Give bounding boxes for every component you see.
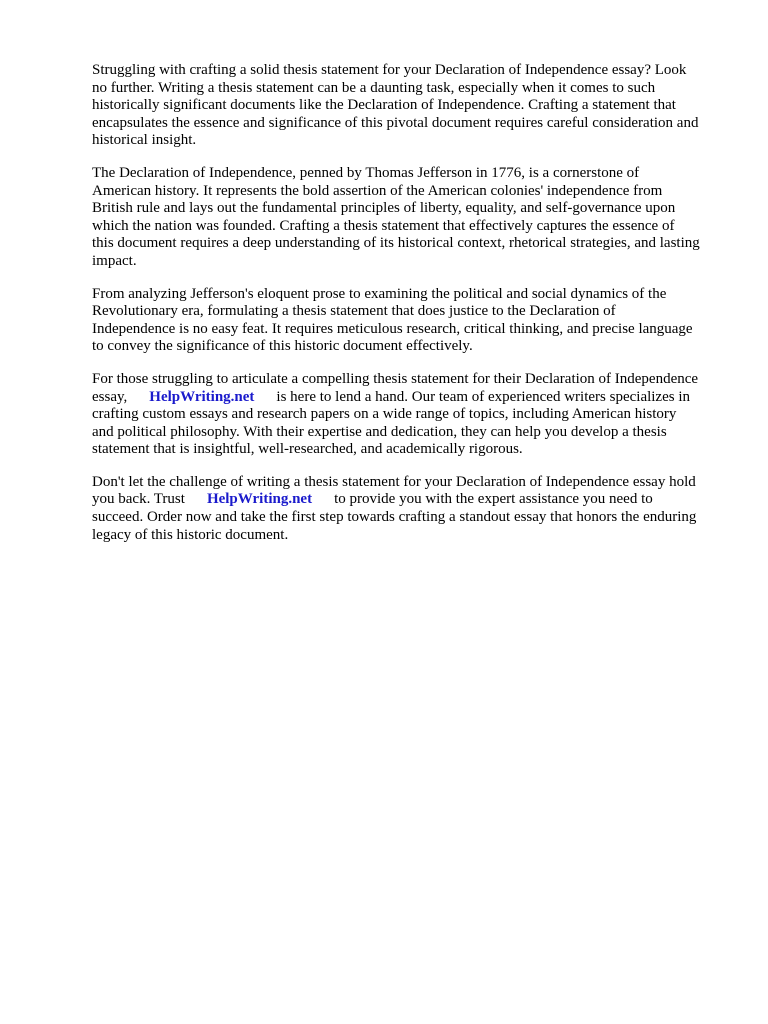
text-line: and political philosophy. With their expertise and dedication, they can help you develop a thesis (92, 423, 667, 440)
text-line: no further. Writing a thesis statement can be a daunting task, especially when it comes to such (92, 79, 656, 96)
paragraph-service (92, 371, 724, 459)
text-line: impact. (92, 252, 137, 269)
text-line: to convey the significance of this historic document effectively. (92, 338, 473, 355)
text-line: The Declaration of Independence, penned by Thomas Jefferson in 1776, is a cornerstone of (92, 164, 640, 181)
text-segment: essay, (92, 388, 128, 405)
text-line: Struggling with crafting a solid thesis statement for your Declaration of Independence essay? Look (92, 62, 687, 78)
helpwriting-link[interactable]: HelpWriting.net (149, 388, 255, 405)
text-line: British rule and lays out the fundamental principles of liberty, equality, and self-governance upon (92, 200, 676, 217)
text-line: Independence is no easy feat. It requires meticulous research, critical thinking, and precise language (92, 320, 693, 337)
text-line: Don't let the challenge of writing a thesis statement for your Declaration of Independence essay hold (92, 473, 696, 490)
paragraph-analysis (92, 286, 724, 356)
text-line: historically significant documents like the Declaration of Independence. Crafting a statement that (92, 97, 676, 114)
text-line: succeed. Order now and take the first step towards crafting a standout essay that honors the enduring (92, 509, 697, 526)
paragraph-cta (92, 474, 724, 544)
text-segment: to provide you with the expert assistance you need to (334, 491, 653, 508)
text-segment: is here to lend a hand. Our team of experienced writers specializes in (276, 388, 691, 405)
text-line: American history. It represents the bold assertion of the American colonies' independence from (92, 182, 663, 199)
text-line: From analyzing Jefferson's eloquent prose to examining the political and social dynamics of the (92, 285, 667, 302)
text-line: For those struggling to articulate a compelling thesis statement for their Declaration of Independence (92, 370, 699, 387)
paragraph-history (92, 165, 724, 271)
text-line: this document requires a deep understanding of its historical context, rhetorical strategies, and lasting (92, 235, 700, 252)
text-segment: you back. Trust (92, 491, 185, 508)
paragraph-intro (92, 62, 724, 150)
text-line-with-link (92, 389, 724, 407)
text-line: statement that is insightful, well-researched, and academically rigorous. (92, 441, 523, 458)
text-line: historical insight. (92, 132, 197, 149)
helpwriting-link[interactable]: HelpWriting.net (206, 491, 313, 508)
text-line-with-link (92, 491, 724, 509)
document-page (92, 62, 724, 559)
text-line: Revolutionary era, formulating a thesis statement that does justice to the Declaration of (92, 303, 616, 320)
text-line: which the nation was founded. Crafting a thesis statement that effectively captures the essence of (92, 217, 675, 234)
text-line: encapsulates the essence and significance of this pivotal document requires careful consideration and (92, 114, 699, 131)
text-line: crafting custom essays and research papers on a wide range of topics, including American history (92, 406, 677, 423)
text-line: legacy of this historic document. (92, 526, 289, 543)
